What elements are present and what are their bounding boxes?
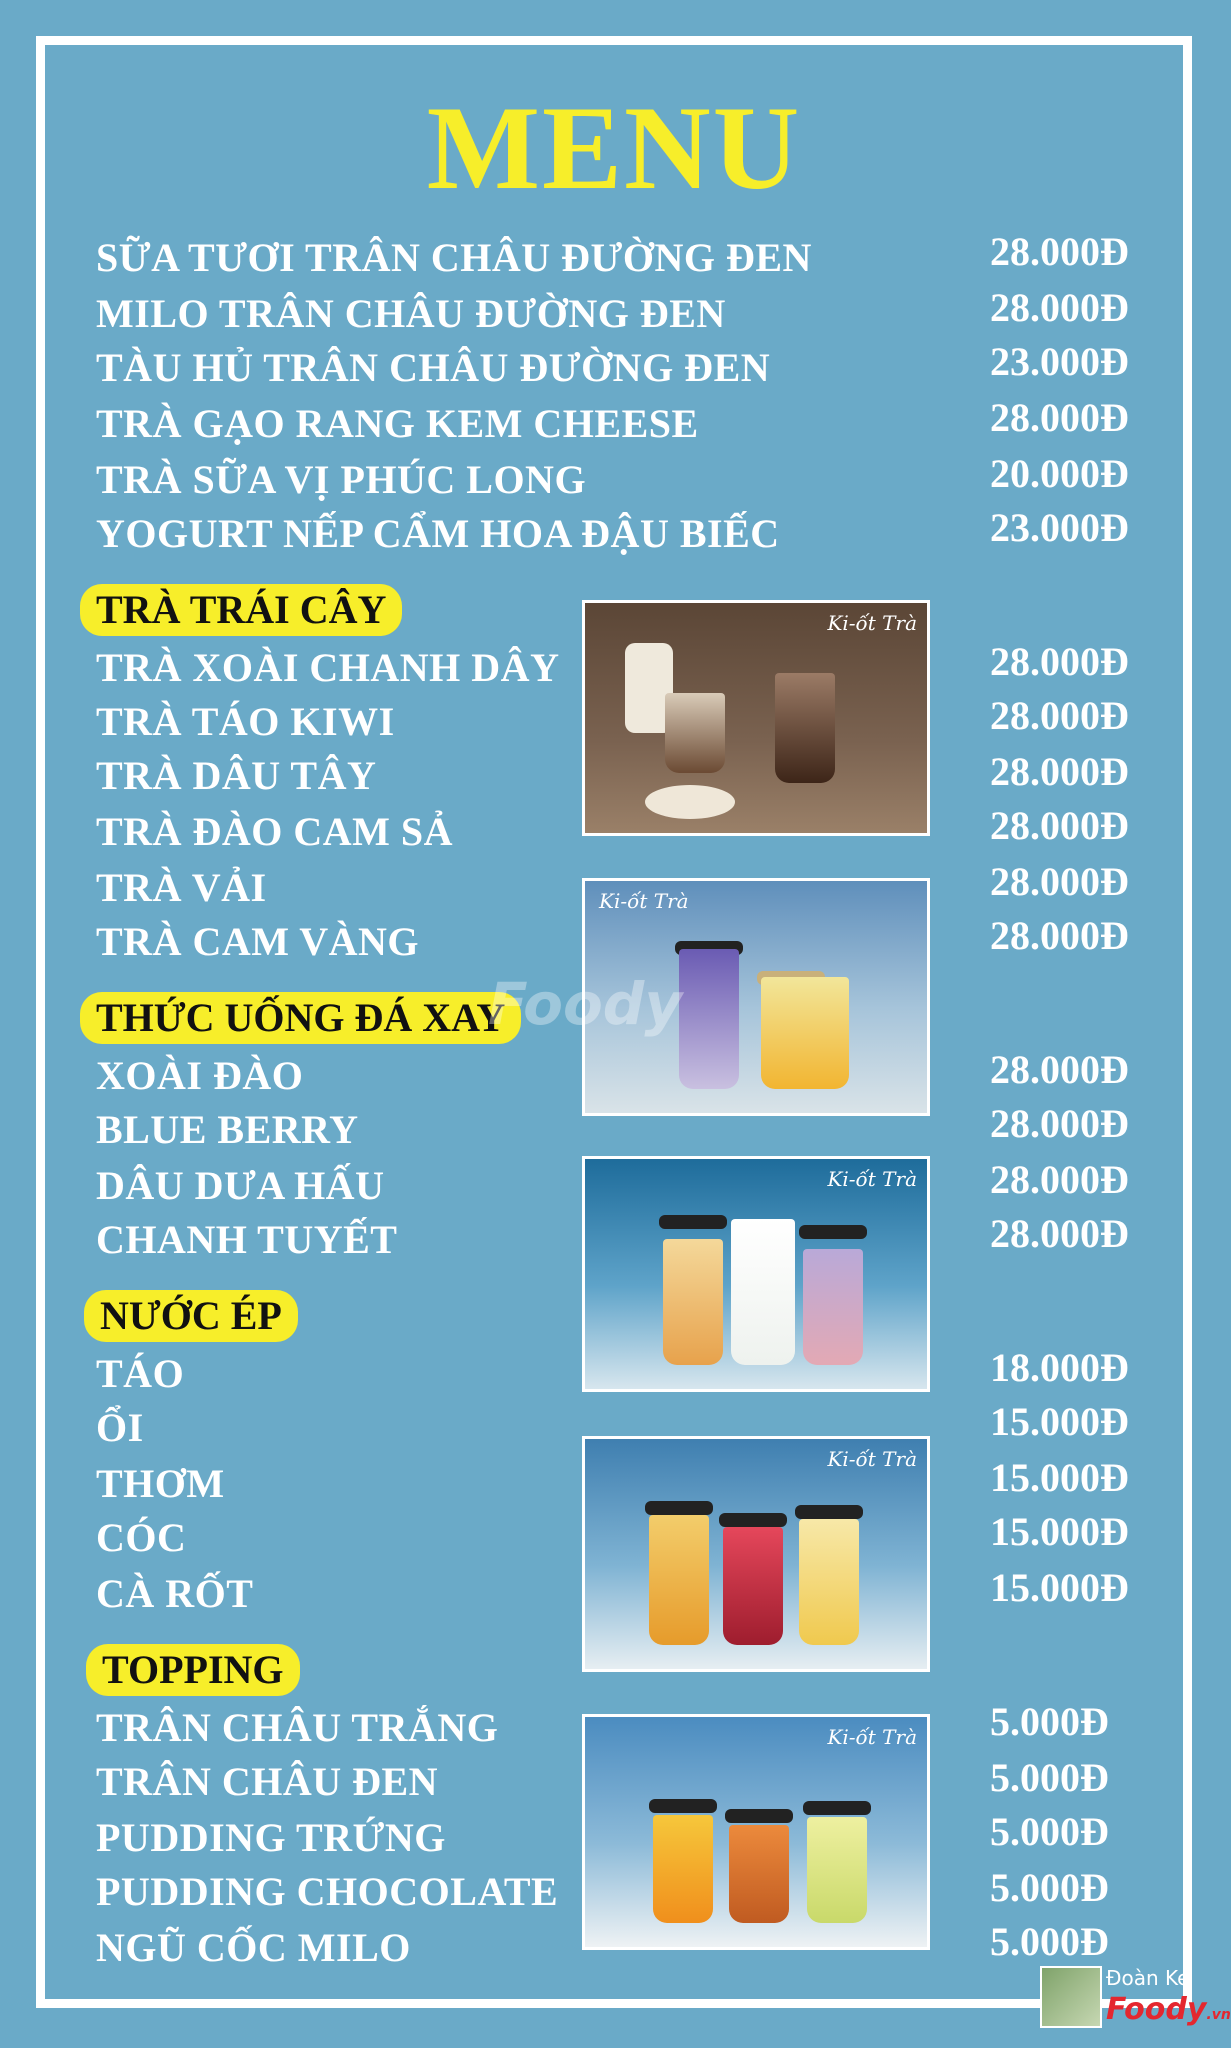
product-photo-juice (582, 1714, 930, 1950)
menu-item-price: 20.000Đ (990, 451, 1129, 496)
product-photo-fruit-tea (582, 1436, 930, 1672)
photo-brand-label: Ki-ốt Trà (827, 611, 917, 635)
menu-item-price: 5.000Đ (990, 1699, 1109, 1744)
cup-shape (799, 1519, 859, 1645)
menu-item-name: TÀU HỦ TRÂN CHÂU ĐƯỜNG ĐEN (96, 345, 771, 390)
cup-lid (659, 1215, 727, 1229)
menu-item-price: 28.000Đ (990, 1157, 1129, 1202)
section-heading-topping: TOPPING (86, 1644, 300, 1696)
menu-item-name: TÁO (96, 1351, 185, 1396)
menu-item-name: THƠM (96, 1461, 225, 1506)
menu-item-name: NGŨ CỐC MILO (96, 1925, 411, 1970)
product-photo-milk-tea (582, 600, 930, 836)
cup-lid (799, 1225, 867, 1239)
menu-title: MENU (426, 81, 802, 214)
menu-item-price: 28.000Đ (990, 913, 1129, 958)
cup-lid (795, 1505, 863, 1519)
menu-item-price: 5.000Đ (990, 1755, 1109, 1800)
photo-brand-label: Ki-ốt Trà (827, 1447, 917, 1471)
product-photo-smoothie (582, 1156, 930, 1392)
photo-brand-label: Ki-ốt Trà (599, 889, 689, 913)
menu-item-name: TRÀ DÂU TÂY (96, 753, 377, 798)
menu-item-name: DÂU DƯA HẤU (96, 1163, 385, 1208)
menu-item-name: MILO TRÂN CHÂU ĐƯỜNG ĐEN (96, 291, 726, 336)
menu-item-price: 28.000Đ (990, 395, 1129, 440)
menu-item-name: TRÀ ĐÀO CAM SẢ (96, 809, 453, 854)
cup-lid (803, 1801, 871, 1815)
menu-item-name: PUDDING CHOCOLATE (96, 1869, 559, 1914)
menu-item-price: 28.000Đ (990, 859, 1129, 904)
section-heading-nuoc-ep: NƯỚC ÉP (84, 1290, 298, 1342)
menu-item-name: TRÀ CAM VÀNG (96, 919, 420, 964)
cup-lid (725, 1809, 793, 1823)
menu-item-price: 15.000Đ (990, 1455, 1129, 1500)
cup-shape (807, 1817, 867, 1923)
menu-item-price: 28.000Đ (990, 285, 1129, 330)
pudding-plate (645, 785, 735, 819)
menu-item-price: 23.000Đ (990, 339, 1129, 384)
avatar (1040, 1966, 1102, 2028)
uploader-name: Đoàn Ke (1106, 1966, 1190, 1990)
menu-item-price: 28.000Đ (990, 1101, 1129, 1146)
menu-item-name: CÓC (96, 1515, 187, 1560)
menu-item-price: 15.000Đ (990, 1565, 1129, 1610)
menu-item-price: 18.000Đ (990, 1345, 1129, 1390)
menu-item-name: TRÂN CHÂU TRẮNG (96, 1705, 499, 1750)
menu-item-name: TRÀ VẢI (96, 865, 267, 910)
menu-item-name: CÀ RỐT (96, 1571, 254, 1616)
cup-shape (663, 1239, 723, 1365)
photo-brand-label: Ki-ốt Trà (827, 1167, 917, 1191)
menu-item-price: 5.000Đ (990, 1919, 1109, 1964)
cup-lid (649, 1799, 717, 1813)
menu-item-price: 28.000Đ (990, 749, 1129, 794)
foody-watermark: Foody (488, 970, 683, 1038)
uploader-footer (1040, 1966, 1231, 2038)
menu-item-price: 15.000Đ (990, 1509, 1129, 1554)
menu-item-price: 23.000Đ (990, 505, 1129, 550)
menu-item-name: YOGURT NẾP CẨM HOA ĐẬU BIẾC (96, 511, 780, 556)
cup-shape (731, 1219, 795, 1365)
cup-shape (729, 1825, 789, 1923)
cup-shape (803, 1249, 863, 1365)
menu-item-name: TRÀ XOÀI CHANH DÂY (96, 645, 560, 690)
photo-brand-label: Ki-ốt Trà (827, 1725, 917, 1749)
menu-item-name: ỔI (96, 1405, 144, 1450)
menu-item-price: 5.000Đ (990, 1865, 1109, 1910)
menu-item-price: 28.000Đ (990, 693, 1129, 738)
menu-item-name: TRÀ GẠO RANG KEM CHEESE (96, 401, 699, 446)
menu-item-name: XOÀI ĐÀO (96, 1053, 304, 1098)
menu-item-price: 28.000Đ (990, 229, 1129, 274)
menu-item-price: 5.000Đ (990, 1809, 1109, 1854)
menu-item-price: 15.000Đ (990, 1399, 1129, 1444)
menu-item-price: 28.000Đ (990, 1211, 1129, 1256)
foody-logo (1106, 1992, 1231, 2027)
cup-lid (645, 1501, 713, 1515)
foody-logo-suffix: .vn (1206, 2007, 1231, 2023)
cup-shape (649, 1515, 709, 1645)
menu-item-price: 28.000Đ (990, 803, 1129, 848)
cup-shape (775, 673, 835, 783)
cup-shape (679, 949, 739, 1089)
menu-item-name: TRÂN CHÂU ĐEN (96, 1759, 439, 1804)
section-heading-tra-trai-cay: TRÀ TRÁI CÂY (80, 584, 402, 636)
menu-item-price: 28.000Đ (990, 639, 1129, 684)
menu-item-name: CHANH TUYẾT (96, 1217, 398, 1262)
menu-item-name: PUDDING TRỨNG (96, 1815, 446, 1860)
cup-lid (719, 1513, 787, 1527)
menu-item-name: BLUE BERRY (96, 1107, 359, 1152)
menu-item-price: 28.000Đ (990, 1047, 1129, 1092)
menu-item-name: SỮA TƯƠI TRÂN CHÂU ĐƯỜNG ĐEN (96, 235, 812, 280)
cup-shape (761, 977, 849, 1089)
cup-shape (723, 1527, 783, 1645)
section-heading-da-xay: THỨC UỐNG ĐÁ XAY (80, 992, 521, 1044)
menu-item-name: TRÀ TÁO KIWI (96, 699, 395, 744)
menu-item-name: TRÀ SỮA VỊ PHÚC LONG (96, 457, 587, 502)
cup-shape (653, 1815, 713, 1923)
cup-shape (665, 693, 725, 773)
foody-logo-text: Foody (1106, 1992, 1207, 2027)
